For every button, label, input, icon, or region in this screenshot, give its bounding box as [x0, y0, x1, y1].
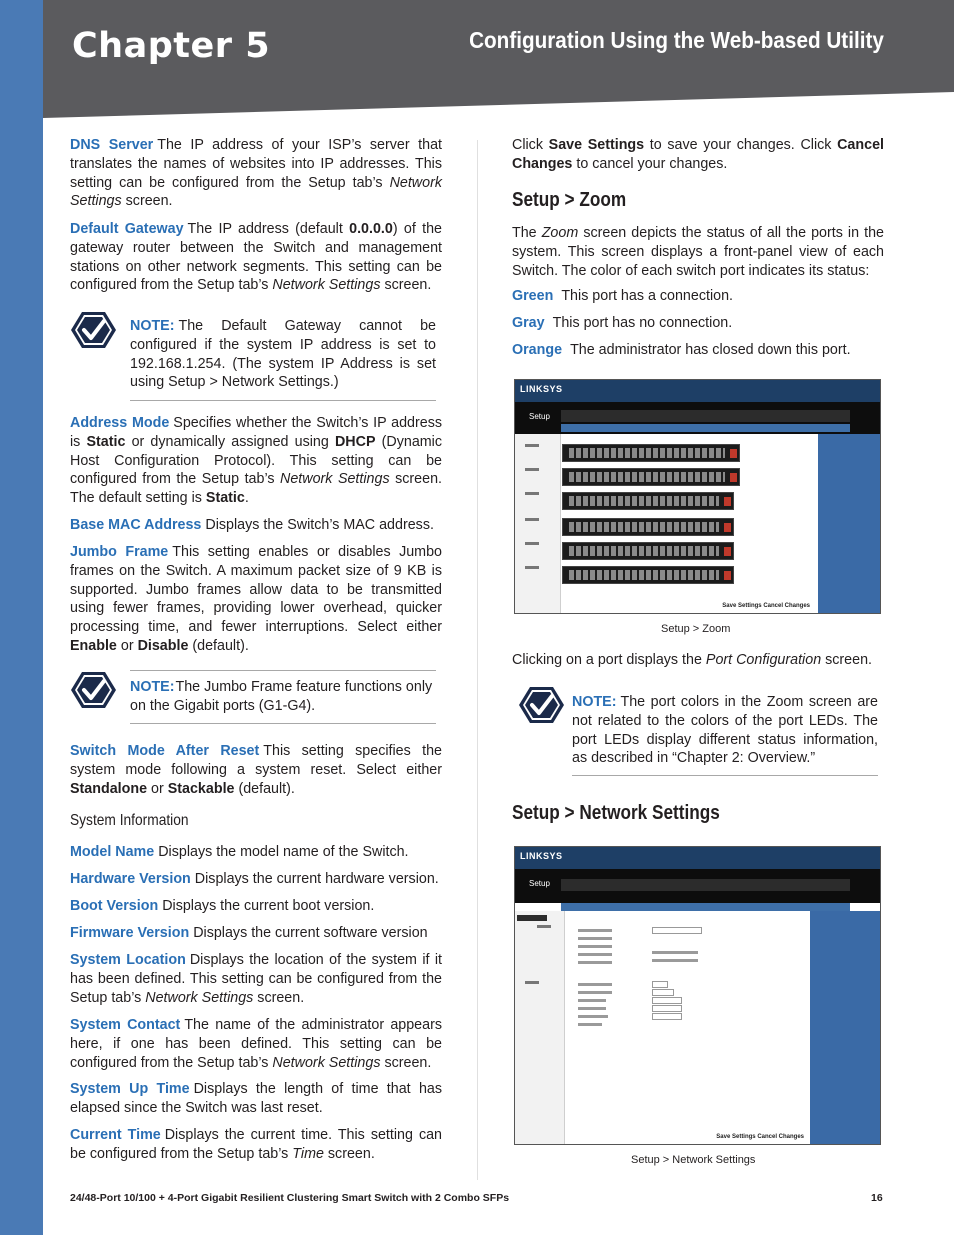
linksys-logo: LINKSYS	[520, 851, 563, 861]
chapter-title: Chapter 5	[72, 26, 271, 66]
clicking-port-paragraph: Clicking on a port displays the Port Configuration screen.	[512, 652, 872, 668]
gray-status-paragraph: Gray This port has no connection.	[512, 315, 733, 331]
term-label: Current Time	[70, 1127, 161, 1143]
hardware-version-paragraph: Hardware Version Displays the current hardware version.	[70, 871, 439, 887]
left-color-bar	[0, 0, 43, 1235]
setup-network-settings-heading: Setup > Network Settings	[512, 802, 720, 824]
screenshot-main	[562, 434, 818, 613]
save-settings-paragraph: Click Save Settings to save your changes. Click Cancel Changes to cancel your changes.	[512, 137, 884, 172]
screenshot-footer-buttons: Save Settings Cancel Changes	[716, 1134, 804, 1140]
model-name-paragraph: Model Name Displays the model name of the Switch.	[70, 844, 409, 860]
term-label: Gray	[512, 315, 545, 331]
screenshot-nav-label: Setup	[529, 412, 550, 421]
term-label: System Location	[70, 952, 186, 968]
note-rule	[130, 400, 436, 401]
screenshot-topbar	[515, 847, 880, 869]
address-mode-paragraph: Address Mode Specifies whether the Switch’s IP address is Static or dynamically assigned using DHCP (Dynamic Host Configuration Protocol). This setting can be configured from the Setup tab’s Network Settings screen. The default setting is Static.	[70, 415, 443, 507]
checkmark-note-icon	[518, 686, 565, 724]
switch-panel-row	[562, 518, 734, 536]
page-number: 16	[871, 1192, 883, 1204]
term-label: Green	[512, 288, 554, 304]
term-label: Orange	[512, 342, 563, 358]
screenshot-tabs	[561, 410, 850, 422]
term-label: System Contact	[70, 1017, 181, 1033]
screenshot-subtabs	[561, 424, 850, 432]
dns-server-paragraph: DNS Server The IP address of your ISP’s server that translates the names of websites into IP addresses. This setting can be configured from the Setup tab’s Network Settings screen.	[70, 137, 442, 210]
checkmark-note-icon	[70, 311, 117, 349]
switch-panel-row	[562, 542, 734, 560]
note-jumbo-frame	[70, 669, 442, 727]
switch-panel-row	[562, 444, 740, 462]
note-label: NOTE:	[130, 318, 175, 334]
jumbo-frame-paragraph: Jumbo Frame This setting enables or disables Jumbo frames on the Switch. A maximum packet size of 9 KB is supported. Jumbo frames allow data to be transmitted using fewer frames, providing lower overhead, quicker processing time, and fewer interruptions. Select either Enable or Disable (default).	[70, 544, 442, 654]
network-settings-caption: Setup > Network Settings	[631, 1154, 756, 1166]
green-status-paragraph: Green This port has a connection.	[512, 288, 733, 304]
note-rule	[572, 775, 878, 776]
term-label: Hardware Version	[70, 871, 191, 887]
default-gateway-paragraph: Default Gateway The IP address (default 0.0.0.0) of the gateway router between the Switch and management stations on other network segments. This setting can be configured from the Setup tab’s Network Settings screen.	[70, 221, 442, 294]
term-label: Base MAC Address	[70, 517, 202, 533]
zoom-screenshot	[514, 379, 881, 614]
screenshot-sidebar	[515, 911, 565, 1144]
column-divider	[477, 140, 478, 1180]
footer-product-name: 24/48-Port 10/100 + 4-Port Gigabit Resilient Clustering Smart Switch with 2 Combo SFPs	[70, 1192, 510, 1204]
checkmark-note-icon	[70, 671, 117, 709]
note-text: NOTE: The Default Gateway cannot be configured if the system IP address is set to 192.168.1.254. (The system IP Address is set using Setup > Network Settings.)	[130, 318, 436, 391]
screenshot-nav-label: Setup	[529, 879, 550, 888]
note-port-colors	[518, 683, 884, 779]
term-label: Jumbo Frame	[70, 544, 169, 560]
term-label: Address Mode	[70, 415, 170, 431]
linksys-logo: LINKSYS	[520, 384, 563, 394]
screenshot-help-panel	[810, 911, 880, 1144]
system-location-paragraph: System Location Displays the location of the system if it has been defined. This setting can be configured from the Setup tab’s Network Settings screen.	[70, 952, 442, 1006]
note-default-gateway	[70, 308, 442, 404]
screenshot-subtabs	[561, 903, 850, 911]
screenshot-help-panel	[818, 434, 880, 613]
switch-mode-paragraph: Switch Mode After Reset This setting specifies the system mode following a system reset. Select either Standalone or Stackable (default).	[70, 743, 443, 797]
screenshot-main	[566, 911, 818, 1144]
term-label: DNS Server	[70, 137, 154, 153]
switch-panel-row	[562, 566, 734, 584]
screenshot-topbar	[515, 380, 880, 402]
note-label: NOTE:	[572, 694, 617, 710]
note-rule	[130, 723, 436, 724]
firmware-version-paragraph: Firmware Version Displays the current software version	[70, 925, 428, 941]
term-label: Model Name	[70, 844, 155, 860]
term-label: Default Gateway	[70, 221, 184, 237]
term-label: Firmware Version	[70, 925, 190, 941]
note-text: NOTE: The port colors in the Zoom screen are not related to the colors of the port LEDs. The port LEDs display different status information, as described in “Chapter 2: Overview.”	[572, 694, 878, 767]
header-title: Configuration Using the Web-based Utility	[469, 27, 884, 53]
screenshot-footer-buttons: Save Settings Cancel Changes	[722, 603, 810, 609]
zoom-caption: Setup > Zoom	[661, 623, 731, 635]
switch-panel-row	[562, 468, 740, 486]
base-mac-paragraph: Base MAC Address Displays the Switch’s MAC address.	[70, 517, 434, 533]
switch-panel-row	[562, 492, 734, 510]
term-label: Boot Version	[70, 898, 159, 914]
zoom-intro-paragraph: The Zoom screen depicts the status of all the ports in the system. This screen displays a front-panel view of each Switch. The color of each switch port indicates its status:	[512, 225, 884, 279]
system-information-heading: System Information	[70, 812, 189, 829]
boot-version-paragraph: Boot Version Displays the current boot version.	[70, 898, 375, 914]
note-text: NOTE:The Jumbo Frame feature functions only on the Gigabit ports (G1-G4).	[130, 679, 433, 714]
setup-zoom-heading: Setup > Zoom	[512, 189, 627, 211]
system-up-time-paragraph: System Up Time Displays the length of time that has elapsed since the Switch was last reset.	[70, 1081, 442, 1116]
note-rule	[130, 670, 436, 671]
term-label: Switch Mode After Reset	[70, 743, 260, 759]
network-settings-screenshot	[514, 846, 881, 1145]
note-label: NOTE:	[130, 679, 175, 695]
current-time-paragraph: Current Time Displays the current time. This setting can be configured from the Setup tab’s Time screen.	[70, 1127, 442, 1162]
screenshot-tabs	[561, 879, 850, 891]
orange-status-paragraph: Orange The administrator has closed down this port.	[512, 342, 851, 358]
term-label: System Up Time	[70, 1081, 190, 1097]
screenshot-sidebar	[515, 434, 561, 613]
system-contact-paragraph: System Contact The name of the administrator appears here, if one has been defined. This setting can be configured from the Setup tab’s Network Settings screen.	[70, 1017, 442, 1071]
